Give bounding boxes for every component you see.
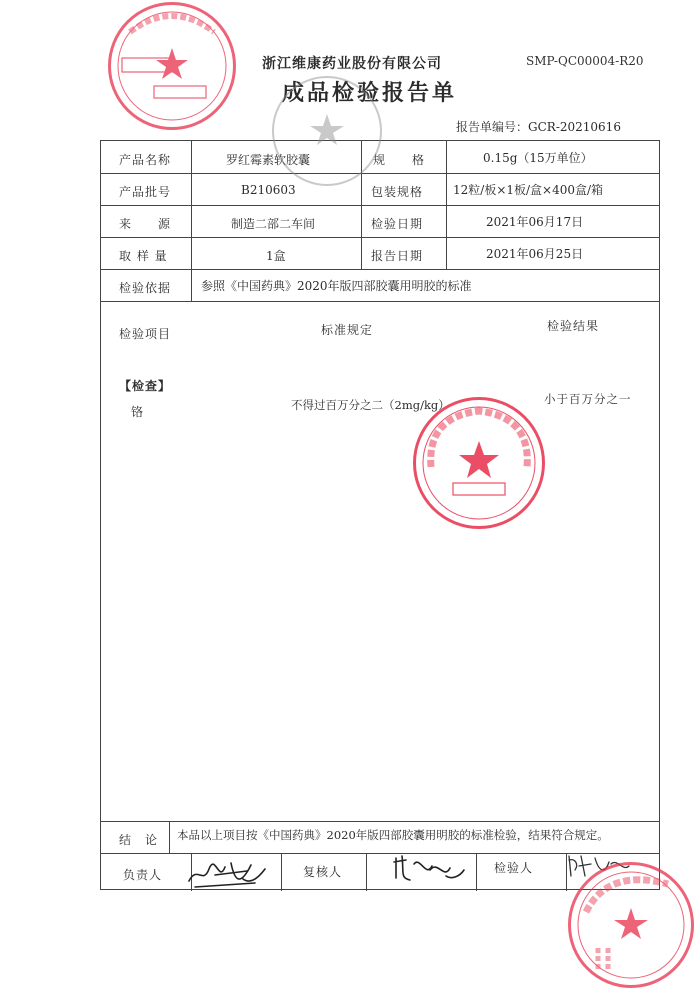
product-name-label: 产品名称 [119, 153, 172, 167]
spec-value: 0.15g（15万单位） [483, 151, 593, 165]
column-divider [446, 141, 447, 269]
inspection-seal-center [413, 397, 545, 529]
faded-seal-title [272, 76, 382, 186]
document-code: SMP-QC00004-R20 [526, 54, 644, 68]
column-divider [366, 853, 367, 891]
report-number-value: GCR-20210616 [528, 120, 621, 134]
responsible-signature [185, 855, 270, 893]
sample-size-value: 1盒 [266, 249, 286, 263]
inspection-date-value: 2021年06月17日 [486, 215, 584, 229]
test-item: 铬 [131, 405, 145, 419]
inspection-date-label: 检验日期 [371, 217, 424, 231]
package-label: 包装规格 [371, 185, 424, 199]
row-divider [101, 237, 659, 238]
conclusion-text: 本品以上项目按《中国药典》2020年版四部胶囊用明胶的标准检验，结果符合规定。 [177, 828, 609, 842]
column-divider [476, 853, 477, 891]
page-title: 成品检验报告单 [282, 81, 458, 106]
test-item-header: 检验项目 [119, 327, 172, 341]
test-result: 小于百万分之一 [544, 392, 632, 406]
sample-size-label: 取 样 量 [119, 249, 168, 263]
report-date-value: 2021年06月25日 [486, 247, 584, 261]
package-value: 12粒/板×1板/盒×400盒/箱 [453, 183, 604, 197]
row-divider [101, 269, 659, 270]
product-name-value: 罗红霉素软胶囊 [226, 153, 311, 167]
column-divider [191, 141, 192, 301]
source-value: 制造二部二车间 [231, 217, 316, 231]
row-divider [101, 205, 659, 206]
basis-value: 参照《中国药典》2020年版四部胶囊用明胶的标准 [201, 279, 472, 293]
report-number [456, 118, 621, 135]
basis-label: 检验依据 [119, 281, 172, 295]
column-divider [281, 853, 282, 891]
source-label: 来 源 [119, 217, 172, 231]
company-name: 浙江维康药业股份有限公司 [262, 56, 442, 72]
standard-header: 标准规定 [321, 323, 374, 337]
result-header: 检验结果 [547, 319, 600, 333]
reviewer-signature [390, 848, 470, 888]
company-seal-bottom-right [568, 862, 694, 988]
batch-value: B210603 [241, 183, 296, 197]
responsible-label: 负责人 [123, 868, 163, 882]
company-seal-top-left [108, 2, 236, 130]
row-divider [101, 821, 659, 822]
row-divider [101, 301, 659, 302]
section-heading: 【检查】 [119, 379, 172, 393]
batch-label: 产品批号 [119, 185, 172, 199]
column-divider [169, 821, 170, 853]
test-standard: 不得过百万分之二（2mg/kg） [291, 398, 450, 412]
conclusion-label: 结 论 [119, 833, 159, 847]
inspector-label: 检验人 [494, 861, 534, 875]
report-number-label: 报告单编号： [456, 120, 529, 134]
report-date-label: 报告日期 [371, 249, 424, 263]
spec-label: 规 格 [373, 153, 426, 167]
report-table [100, 140, 660, 890]
reviewer-label: 复核人 [303, 865, 343, 879]
